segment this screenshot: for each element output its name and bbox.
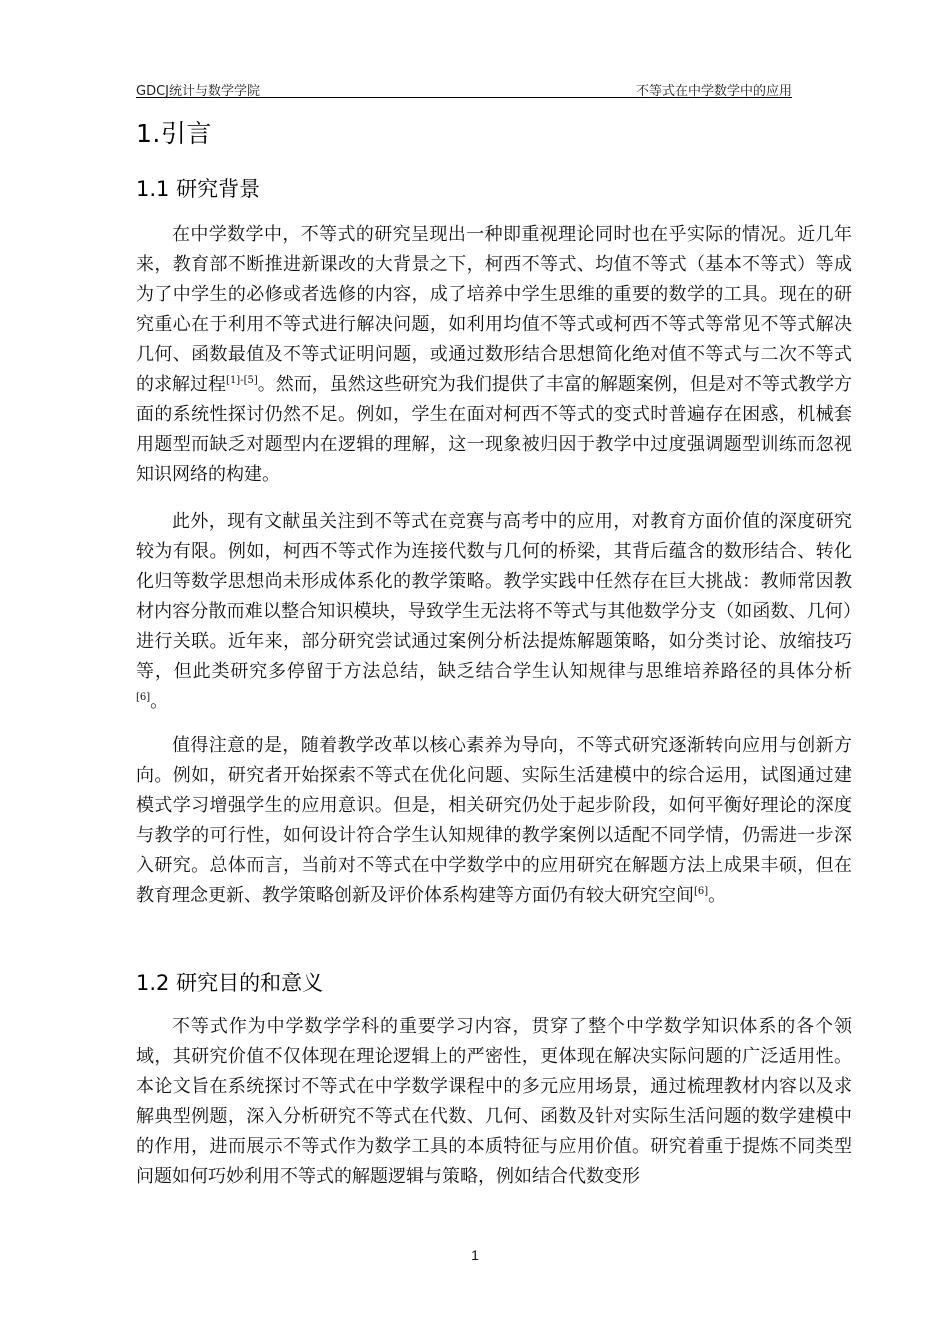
paragraph-purpose-1 — [136, 1012, 852, 1192]
paragraph-text: 。 — [708, 885, 727, 906]
paragraph-text: 不等式作为中学数学学科的重要学习内容，贯穿了整个中学数学知识体系的各个领域，其研究价值不仅体现在理论逻辑上的严密性，更体现在解决实际问题的广泛适用性。本论文旨在系统探讨不等式在中学数学课程中的多元应用场景，通过梳理教材内容以及求解典型例题，深入分析研究不等式在代数、几何、函数及针对实际生活问题的数学建模中的作用，进而展示不等式作为数学工具的本质特征与应用价值。研究着重于提炼不同类型问题如何巧妙利用不等式的解题逻辑与策略，例如结合代数变形 — [136, 1016, 852, 1187]
header-thesis-title: 不等式在中学数学中的应用 — [635, 84, 792, 99]
paragraph-background-2 — [136, 507, 852, 717]
header-institution: GDCJ统计与数学学院 — [136, 84, 260, 99]
header-rule — [136, 97, 792, 98]
paragraph-text: 。然而，虽然这些研究为我们提供了丰富的解题案例，但是对不等式教学方面的系统性探讨仍然不足。例如，学生在面对柯西不等式的变式时普遍存在困惑，机械套用题型而缺乏对题型内在逻辑的理解，这一现象被归因于教学中过度强调题型训练而忽视知识网络的构建。 — [136, 374, 853, 485]
citation[interactable]: [6] — [694, 886, 709, 897]
paragraph-text: 此外，现有文献虽关注到不等式在竞赛与高考中的应用，对教育方面价值的深度研究较为有限。例如，柯西不等式作为连接代数与几何的桥梁，其背后蕴含的数形结合、转化化归等数学思想尚未形成体系化的教学策略。教学实践中任然存在巨大挑战：教师常因教材内容分散而难以整合知识模块，导致学生无法将不等式与其他数学分支（如函数、几何）进行关联。近年来，部分研究尝试通过案例分析法提炼解题策略，如分类讨论、放缩技巧等，但此类研究多停留于方法总结，缺乏结合学生认知规律与思维培养路径的具体分析 — [136, 511, 852, 682]
paragraph-background-1 — [136, 220, 852, 490]
paragraph-text: 值得注意的是，随着教学改革以核心素养为导向，不等式研究逐渐转向应用与创新方向。例如，研究者开始探索不等式在优化问题、实际生活建模中的综合运用，试图通过建模式学习增强学生的应用意识。但是，相关研究仍处于起步阶段，如何平衡好理论的深度与教学的可行性，如何设计符合学生认知规律的教学案例以适配不同学情，仍需进一步深入研究。总体而言，当前对不等式在中学数学中的应用研究在解题方法上成果丰硕，但在教育理念更新、教学策略创新及评价体系构建等方面仍有较大研究空间 — [136, 735, 852, 906]
chapter-title: 1.引言 — [136, 119, 212, 148]
citation[interactable]: [6] — [136, 692, 151, 703]
page-number: 1 — [471, 1247, 479, 1263]
citation[interactable]: [1]-[5] — [226, 375, 258, 386]
paragraph-text: 在中学数学中，不等式的研究呈现出一种即重视理论同时也在乎实际的情况。近几年来，教育部不断推进新课改的大背景之下，柯西不等式、均值不等式（基本不等式）等成为了中学生的必修或者选修的内容，成了培养中学生思维的重要的数学的工具。现在的研究重心在于利用不等式进行解决问题，如利用均值不等式或柯西不等式等常见不等式解决几何、函数最值及不等式证明问题，或通过数形结合思想简化绝对值不等式与二次不等式的求解过程 — [136, 224, 852, 395]
paragraph-background-3 — [136, 731, 852, 911]
running-header — [136, 78, 792, 98]
section-heading-1-2: 1.2 研究目的和意义 — [136, 971, 324, 995]
section-heading-1-1: 1.1 研究背景 — [136, 177, 261, 201]
paragraph-text: 。 — [150, 691, 169, 712]
